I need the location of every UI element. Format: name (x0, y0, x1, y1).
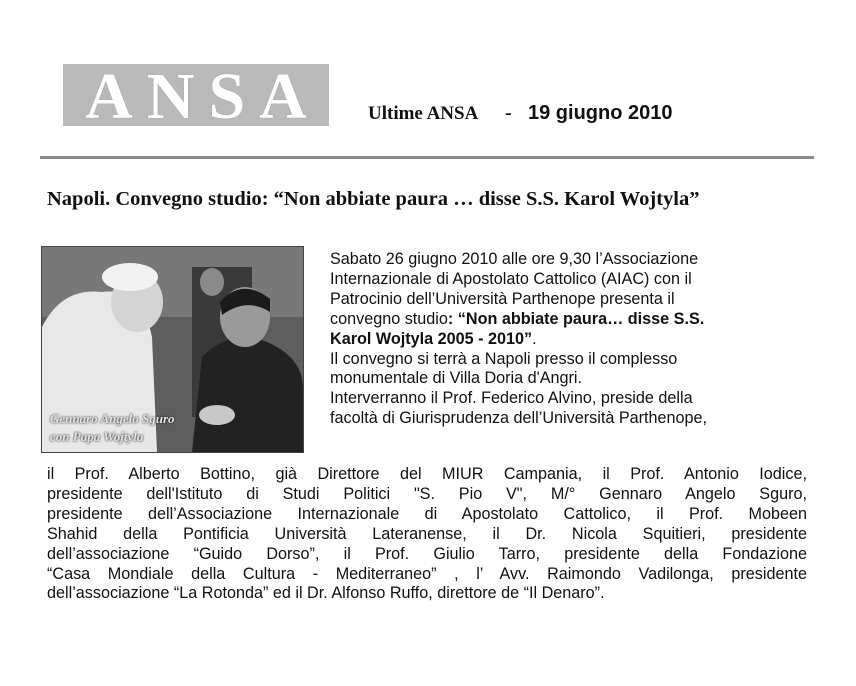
body-line: presidente dell'Istituto di Studi Politici "S. Pio V", M/° Gennaro Angelo Sguro, (47, 484, 807, 503)
article-intro-column (330, 250, 800, 429)
article-date: 19 giugno 2010 (528, 102, 673, 124)
intro-line: monumentale di Villa Doria d'Angri. (330, 369, 583, 388)
header-divider (40, 156, 814, 159)
body-line: Shahid della Pontificia Università Lateranense, il Dr. Nicola Squitieri, presidente (47, 524, 807, 543)
intro-line: Internazionale di Apostolato Cattolico (AIAC) con il (330, 269, 692, 288)
body-line: dell’associazione “Guido Dorso”, il Prof. Giulio Tarro, presidente della Fondazione (47, 544, 807, 563)
event-title-part-2: Karol Wojtyla 2005 - 2010” (330, 329, 533, 348)
intro-text: . (532, 329, 537, 348)
photo-caption-line-1: Gennaro Angelo Sguro (50, 411, 175, 426)
header-separator: - (505, 102, 512, 124)
source-label: Ultime ANSA (368, 103, 479, 124)
body-line: presidente dell’Associazione Internazionale di Apostolato Cattolico, il Prof. Mobeen (47, 504, 807, 523)
article-headline: Napoli. Convegno studio: “Non abbiate paura … disse S.S. Karol Wojtyla” (47, 188, 700, 210)
intro-line: Sabato 26 giugno 2010 alle ore 9,30 l’Associazione (330, 250, 699, 268)
body-line: dell’associazione “La Rotonda” ed il Dr. Alfonso Ruffo, direttore de “Il Denaro”. (47, 584, 605, 603)
intro-line: Il convegno si terrà a Napoli presso il complesso (330, 349, 678, 368)
article-photo (41, 246, 304, 453)
intro-line (330, 330, 800, 350)
photo-caption (50, 410, 175, 446)
intro-line: Patrocinio dell’Università Parthenope presenta il (330, 289, 675, 308)
intro-text: convegno studio (330, 309, 448, 328)
intro-line (330, 310, 800, 330)
event-title-part-1: : “Non abbiate paura… disse S.S. (447, 309, 705, 328)
body-line: il Prof. Alberto Bottino, già Direttore del MIUR Campania, il Prof. Antonio Iodice, (47, 465, 807, 483)
article-body (47, 465, 807, 604)
ansa-logo (63, 60, 329, 133)
intro-line: facoltà di Giurisprudenza dell’Università Parthenope, (330, 409, 708, 428)
body-line: “Casa Mondiale della Cultura - Mediterraneo” , l’ Avv. Raimondo Vadilonga, presidente (47, 564, 807, 583)
intro-line: Interverranno il Prof. Federico Alvino, preside della (330, 389, 693, 408)
photo-caption-line-2: con Papa Wojtyla (50, 429, 144, 444)
ansa-logo-text: ANSA (85, 60, 321, 133)
